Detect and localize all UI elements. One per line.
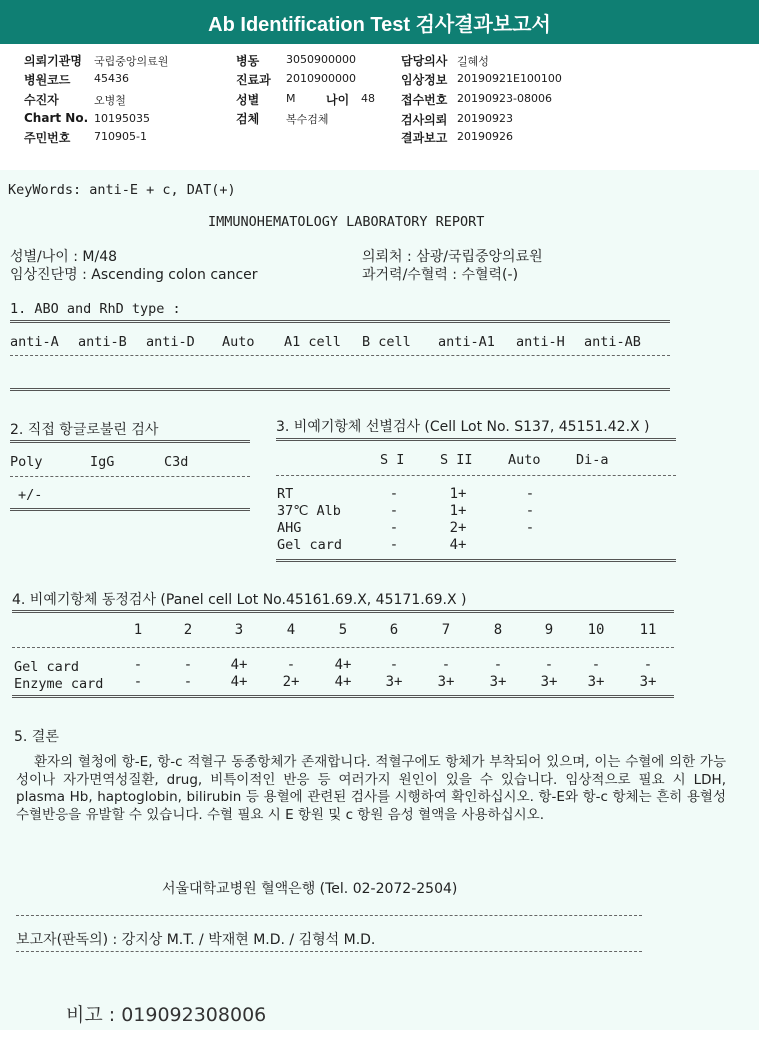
screen-row-label: Gel card	[277, 537, 343, 553]
panel-col-2: 2	[183, 622, 193, 638]
section5-title: 5. 결론	[14, 729, 59, 745]
sex-value: M	[286, 92, 296, 105]
panel-gel-cell: -	[183, 657, 193, 673]
sex-label: 성별	[236, 93, 260, 107]
panel-col-9: 9	[544, 622, 554, 638]
abo-col-anti-a: anti-A	[10, 334, 59, 350]
receipt-no-value: 20190923-08006	[457, 92, 552, 105]
doctor-value: 길혜성	[457, 55, 489, 68]
divider	[10, 355, 670, 356]
screen-col-dia: Di-a	[576, 452, 609, 468]
section4-title: 4. 비예기항체 동정검사 (Panel cell Lot No.45161.69.X, 45171.69.X )	[12, 592, 467, 608]
divider	[12, 647, 674, 648]
specimen-label: 검체	[236, 112, 260, 126]
age-label: 나이	[326, 93, 350, 107]
panel-gel-cell: 4+	[230, 657, 248, 673]
patient-value: 오병철	[94, 94, 126, 107]
divider	[16, 915, 642, 916]
screen-col-si: S I	[380, 452, 405, 468]
dept-label: 진료과	[236, 73, 271, 87]
screen-row-label: RT	[277, 486, 294, 502]
abo-col-auto: Auto	[222, 334, 255, 350]
blood-bank: 서울대학교병원 혈액은행 (Tel. 02-2072-2504)	[162, 881, 458, 897]
dat-poly-value: +/-	[18, 487, 43, 503]
abo-col-anti-h: anti-H	[516, 334, 565, 350]
screen-cell: -	[389, 520, 399, 536]
screen-cell: -	[389, 537, 399, 553]
report-title: Ab Identification Test 검사결과보고서	[0, 0, 759, 44]
scanned-report	[0, 170, 759, 1030]
screen-cell: -	[389, 486, 399, 502]
screen-cell: 4+	[449, 537, 467, 553]
panel-col-6: 6	[389, 622, 399, 638]
abo-col-anti-ab: anti-AB	[584, 334, 641, 350]
divider	[10, 476, 250, 477]
sex-age: 성별/나이 : M/48	[10, 249, 118, 265]
remark-number: 비고 : 019092308006	[66, 1004, 267, 1026]
rrn-value: 710905-1	[94, 130, 147, 143]
keywords: KeyWords: anti-E + c, DAT(+)	[8, 182, 236, 198]
abo-col-anti-d: anti-D	[146, 334, 195, 350]
panel-col-8: 8	[493, 622, 503, 638]
request-date-label: 검사의뢰	[401, 113, 448, 127]
dat-col-poly: Poly	[10, 454, 43, 470]
doctor-label: 담당의사	[401, 54, 448, 68]
panel-enzyme-cell: 3+	[587, 674, 605, 690]
panel-col-7: 7	[441, 622, 451, 638]
hospcode-value: 45436	[94, 72, 129, 85]
clinical-info-label: 임상정보	[401, 73, 448, 87]
divider	[10, 388, 670, 391]
screen-col-sii: S II	[440, 452, 473, 468]
panel-enzyme-cell: 4+	[230, 674, 248, 690]
divider	[276, 475, 676, 476]
transfusion-history: 과거력/수혈력 : 수혈력(-)	[362, 267, 519, 283]
clinical-info-value: 20190921E100100	[457, 72, 562, 85]
abo-col-a1-cell: A1 cell	[284, 334, 341, 350]
panel-enzyme-cell: 3+	[540, 674, 558, 690]
request-date-value: 20190923	[457, 112, 513, 125]
panel-col-4: 4	[286, 622, 296, 638]
screen-cell: -	[525, 503, 535, 519]
divider	[10, 320, 670, 323]
divider	[12, 695, 674, 698]
hospital-label: 의뢰기관명	[24, 54, 82, 68]
panel-enzyme-cell: 2+	[282, 674, 300, 690]
report-date-value: 20190926	[457, 130, 513, 143]
panel-enzyme-cell: 3+	[489, 674, 507, 690]
panel-gel-label: Gel card	[14, 659, 80, 675]
chart-value: 10195035	[94, 112, 150, 125]
chart-label: Chart No.	[24, 111, 89, 125]
divider	[10, 508, 250, 511]
panel-enzyme-cell: 4+	[334, 674, 352, 690]
panel-col-5: 5	[338, 622, 348, 638]
panel-enzyme-cell: 3+	[437, 674, 455, 690]
panel-gel-cell: -	[643, 657, 653, 673]
screen-cell: 1+	[449, 503, 467, 519]
abo-col-anti-b: anti-B	[78, 334, 127, 350]
dat-col-igg: IgG	[90, 454, 115, 470]
screen-cell: -	[525, 520, 535, 536]
header-divider	[0, 162, 759, 170]
rrn-label: 주민번호	[24, 131, 71, 145]
divider	[276, 438, 676, 441]
screen-cell: -	[525, 486, 535, 502]
specimen-value: 복수검체	[286, 113, 329, 126]
divider	[12, 610, 674, 613]
panel-gel-cell: 4+	[334, 657, 352, 673]
section2-title: 2. 직접 항글로불린 검사	[10, 422, 159, 438]
reporters: 보고자(판독의) : 강지상 M.T. / 박재현 M.D. / 김형석 M.D.	[16, 932, 376, 948]
panel-col-1: 1	[133, 622, 143, 638]
diagnosis: 임상진단명 : Ascending colon cancer	[10, 267, 258, 283]
age-value: 48	[361, 92, 375, 105]
panel-enzyme-cell: -	[183, 674, 193, 690]
screen-cell: 2+	[449, 520, 467, 536]
screen-cell: 1+	[449, 486, 467, 502]
referrer: 의뢰처 : 삼광/국립중앙의료원	[362, 249, 543, 265]
patient-label: 수진자	[24, 93, 59, 107]
screen-cell: -	[389, 503, 399, 519]
abo-col-b-cell: B cell	[362, 334, 411, 350]
panel-gel-cell: -	[133, 657, 143, 673]
ward-value: 3050900000	[286, 53, 356, 66]
hospital-value: 국립중앙의료원	[94, 55, 169, 68]
abo-col-anti-a1: anti-A1	[438, 334, 495, 350]
receipt-no-label: 접수번호	[401, 93, 448, 107]
divider	[10, 440, 250, 443]
screen-col-auto: Auto	[508, 452, 541, 468]
section1-title: 1. ABO and RhD type :	[10, 301, 181, 317]
panel-gel-cell: -	[441, 657, 451, 673]
conclusion-text: 환자의 혈청에 항-E, 항-c 적혈구 동종항체가 존재합니다. 적혈구에도 항체가 부착되어 있으며, 이는 수혈에 의한 가능성이나 자가면역성질환, drug, 비특이적인 반응 등 여러가지 원인이 있을 수 있습니다. 임상적으로 필요 시 LDH, plasma Hb, haptoglobin, bilirubin 등 용혈에 관련된 검사를 시행하여 확인하십시오. 항-E와 항-c 항체는 흔히 용혈성수혈반응을 유발할 수 있습니다. 수혈 필요 시 E 항원 및 c 항원 음성 혈액을 사용하십시오.	[16, 754, 726, 823]
panel-gel-cell: -	[389, 657, 399, 673]
panel-enzyme-cell: 3+	[639, 674, 657, 690]
panel-gel-cell: -	[286, 657, 296, 673]
ward-label: 병동	[236, 54, 260, 68]
panel-enzyme-cell: 3+	[385, 674, 403, 690]
panel-enzyme-label: Enzyme card	[14, 676, 104, 692]
report-date-label: 결과보고	[401, 131, 448, 145]
panel-gel-cell: -	[544, 657, 554, 673]
divider	[276, 559, 676, 562]
screen-row-label: 37℃ Alb	[277, 503, 341, 519]
panel-gel-cell: -	[591, 657, 601, 673]
panel-col-3: 3	[234, 622, 244, 638]
patient-header	[0, 44, 759, 162]
dat-col-c3d: C3d	[164, 454, 189, 470]
lab-report-title: IMMUNOHEMATOLOGY LABORATORY REPORT	[208, 214, 485, 230]
panel-gel-cell: -	[493, 657, 503, 673]
divider	[16, 951, 642, 952]
section3-title: 3. 비예기항체 선별검사 (Cell Lot No. S137, 45151.42.X )	[276, 419, 650, 435]
dept-value: 2010900000	[286, 72, 356, 85]
panel-enzyme-cell: -	[133, 674, 143, 690]
panel-col-11: 11	[639, 622, 657, 638]
hospcode-label: 병원코드	[24, 73, 71, 87]
screen-row-label: AHG	[277, 520, 302, 536]
panel-col-10: 10	[587, 622, 605, 638]
